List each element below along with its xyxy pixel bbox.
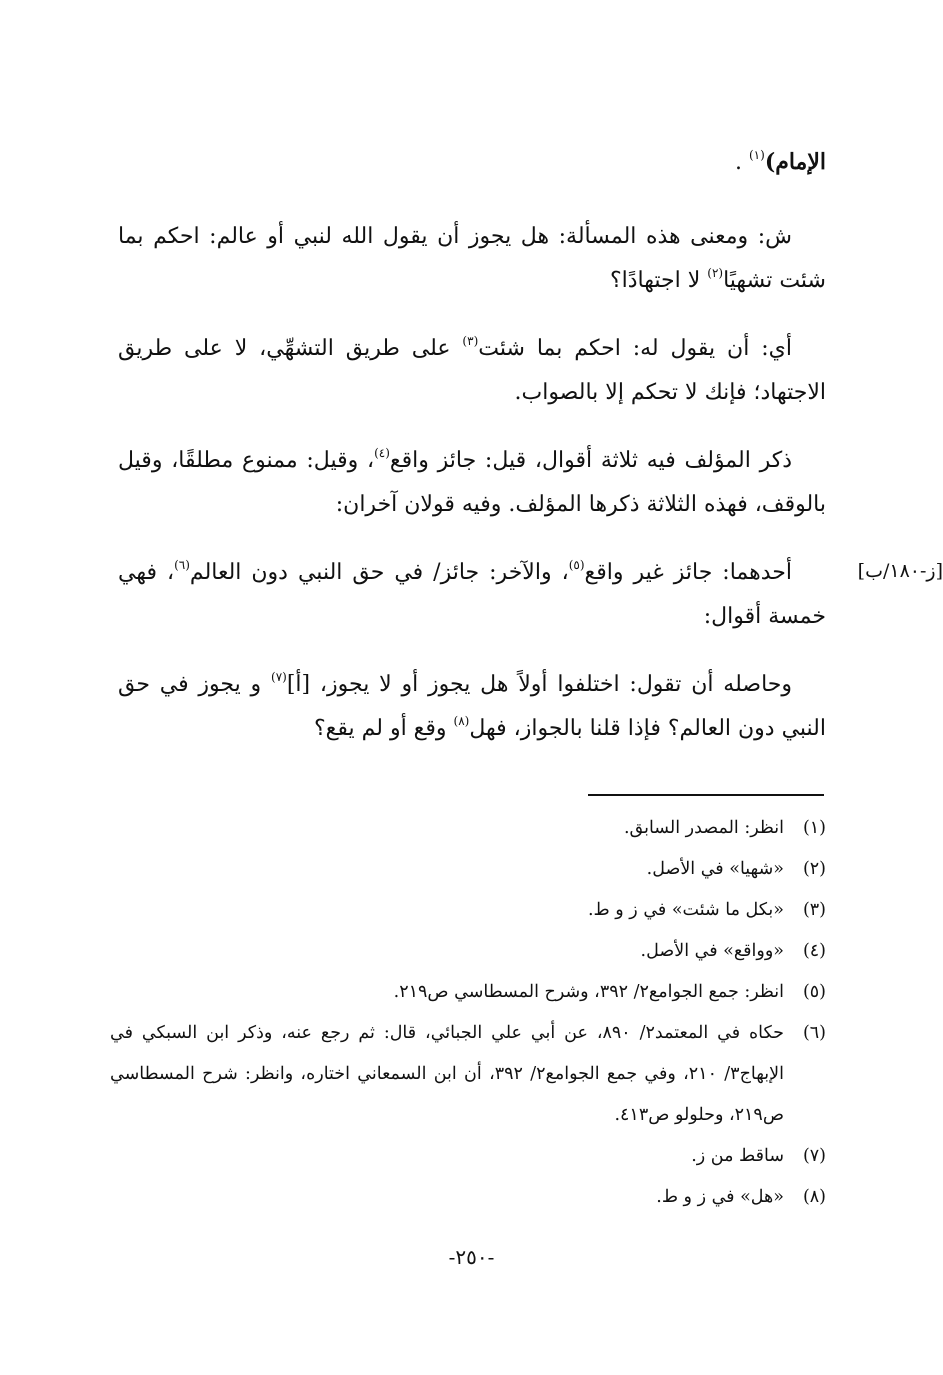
footnote-number: (٤) — [802, 941, 826, 961]
footnotes — [110, 808, 826, 1218]
main-text — [118, 140, 826, 775]
footnote-text: انظر: جمع الجوامع٢/ ٣٩٢، وشرح المسطاسي ص٢١٩. — [393, 982, 784, 1002]
footnote-text: انظر: المصدر السابق. — [623, 818, 784, 838]
footnote-number: (١) — [802, 818, 826, 838]
paragraph-5-text-a: أحدهما: جائز غير واقع — [584, 560, 793, 585]
paragraph-4-text-a: ذكر المؤلف فيه ثلاثة أقوال، قيل: جائز واقع — [389, 448, 792, 473]
footnote-ref-3: (٣) — [462, 334, 479, 348]
footnote — [110, 1177, 826, 1218]
footnote-separator — [588, 794, 824, 796]
paragraph-2-text-b: لا اجتهادًا؟ — [609, 268, 708, 293]
footnote — [110, 1136, 826, 1177]
paragraph-6-text-c: وقع أو لم يقع؟ — [313, 716, 454, 741]
paragraph-6-text-a: وحاصله أن تقول: اختلفوا أولاً هل يجوز أو لا يجوز، [أ] — [286, 672, 792, 697]
footnote-text: «وواقع» في الأصل. — [640, 941, 784, 961]
footnote-text: «شهيا» في الأصل. — [646, 859, 784, 879]
paragraph-5-text-b: ، والآخر: جائز/ في حق النبي دون العالم — [189, 560, 569, 585]
footnote — [110, 890, 826, 931]
footnote-text: «هل» في ز و ط. — [656, 1187, 784, 1207]
footnote-number: (٦) — [802, 1023, 826, 1043]
footnote-text: حكاه في المعتمد٢/ ٨٩٠، عن أبي علي الجبائي، قال: ثم رجع عنه، وذكر ابن السبكي في الإبهاج٣/ ٢١٠، وفي جمع الجوامع٢/ ٣٩٢، أن ابن السمعاني اختاره، وانظر: شرح المسطاسي ص٢١٩، وحلولو ص٤١٣. — [110, 1023, 784, 1125]
paragraph-4-text-b: ، وقيل: ممنوع مطلقًا، وقيل بالوقف، فهذه الثلاثة ذكرها المؤلف. وفيه قولان آخران: — [118, 448, 826, 517]
footnote — [110, 972, 826, 1013]
paragraph-1-tail: . — [734, 150, 749, 175]
paragraph-2 — [118, 215, 826, 303]
footnote-text: «بكل ما شئت» في ز و ط. — [587, 900, 784, 920]
paragraph-4 — [118, 439, 826, 527]
footnote-text: ساقط من ز. — [691, 1146, 784, 1166]
footnote-ref-6: (٦) — [174, 558, 190, 572]
footnote — [110, 808, 826, 849]
footnote — [110, 849, 826, 890]
paragraph-6-text-b: و يجوز في حق النبي دون العالم؟ فإذا قلنا بالجواز، فهل — [118, 672, 826, 741]
footnote-ref-8: (٨) — [453, 714, 470, 728]
paragraph-3-text-a: أي: أن يقول له: احكم بما شئت — [478, 336, 792, 361]
footnote-number: (٣) — [802, 900, 826, 920]
footnote-number: (٨) — [802, 1187, 826, 1207]
paragraph-3 — [118, 327, 826, 415]
footnote-number: (٧) — [802, 1146, 826, 1166]
footnote — [110, 931, 826, 972]
footnote-ref-4: (٤) — [374, 446, 390, 460]
paragraph-6 — [118, 663, 826, 751]
bold-heading-word: الإمام) — [764, 149, 826, 175]
page-number: -٢٥٠- — [448, 1245, 495, 1269]
manuscript-folio-marker: [ز-١٨٠/ب] — [857, 560, 943, 582]
paragraph-5 — [118, 551, 826, 639]
footnote-ref-2: (٢) — [707, 266, 724, 280]
paragraph-3-text-b: على طريق التشهِّي، لا على طريق الاجتهاد؛ فإنك لا تحكم إلا بالصواب. — [118, 336, 826, 405]
footnote — [110, 1013, 826, 1136]
footnote-number: (٢) — [802, 859, 826, 879]
footnote-ref-5: (٥) — [568, 558, 585, 572]
paragraph-5-text-c: ، فهي خمسة أقوال: — [118, 560, 826, 629]
footnote-number: (٥) — [802, 982, 826, 1002]
paragraph-2-text-a: ش: ومعنى هذه المسألة: هل يجوز أن يقول الله لنبي أو عالم: احكم بما شئت تشهيًا — [118, 224, 826, 293]
footnote-ref-7: (٧) — [271, 670, 287, 684]
paragraph-1 — [118, 140, 826, 185]
footnote-ref-1: (١) — [748, 148, 765, 162]
